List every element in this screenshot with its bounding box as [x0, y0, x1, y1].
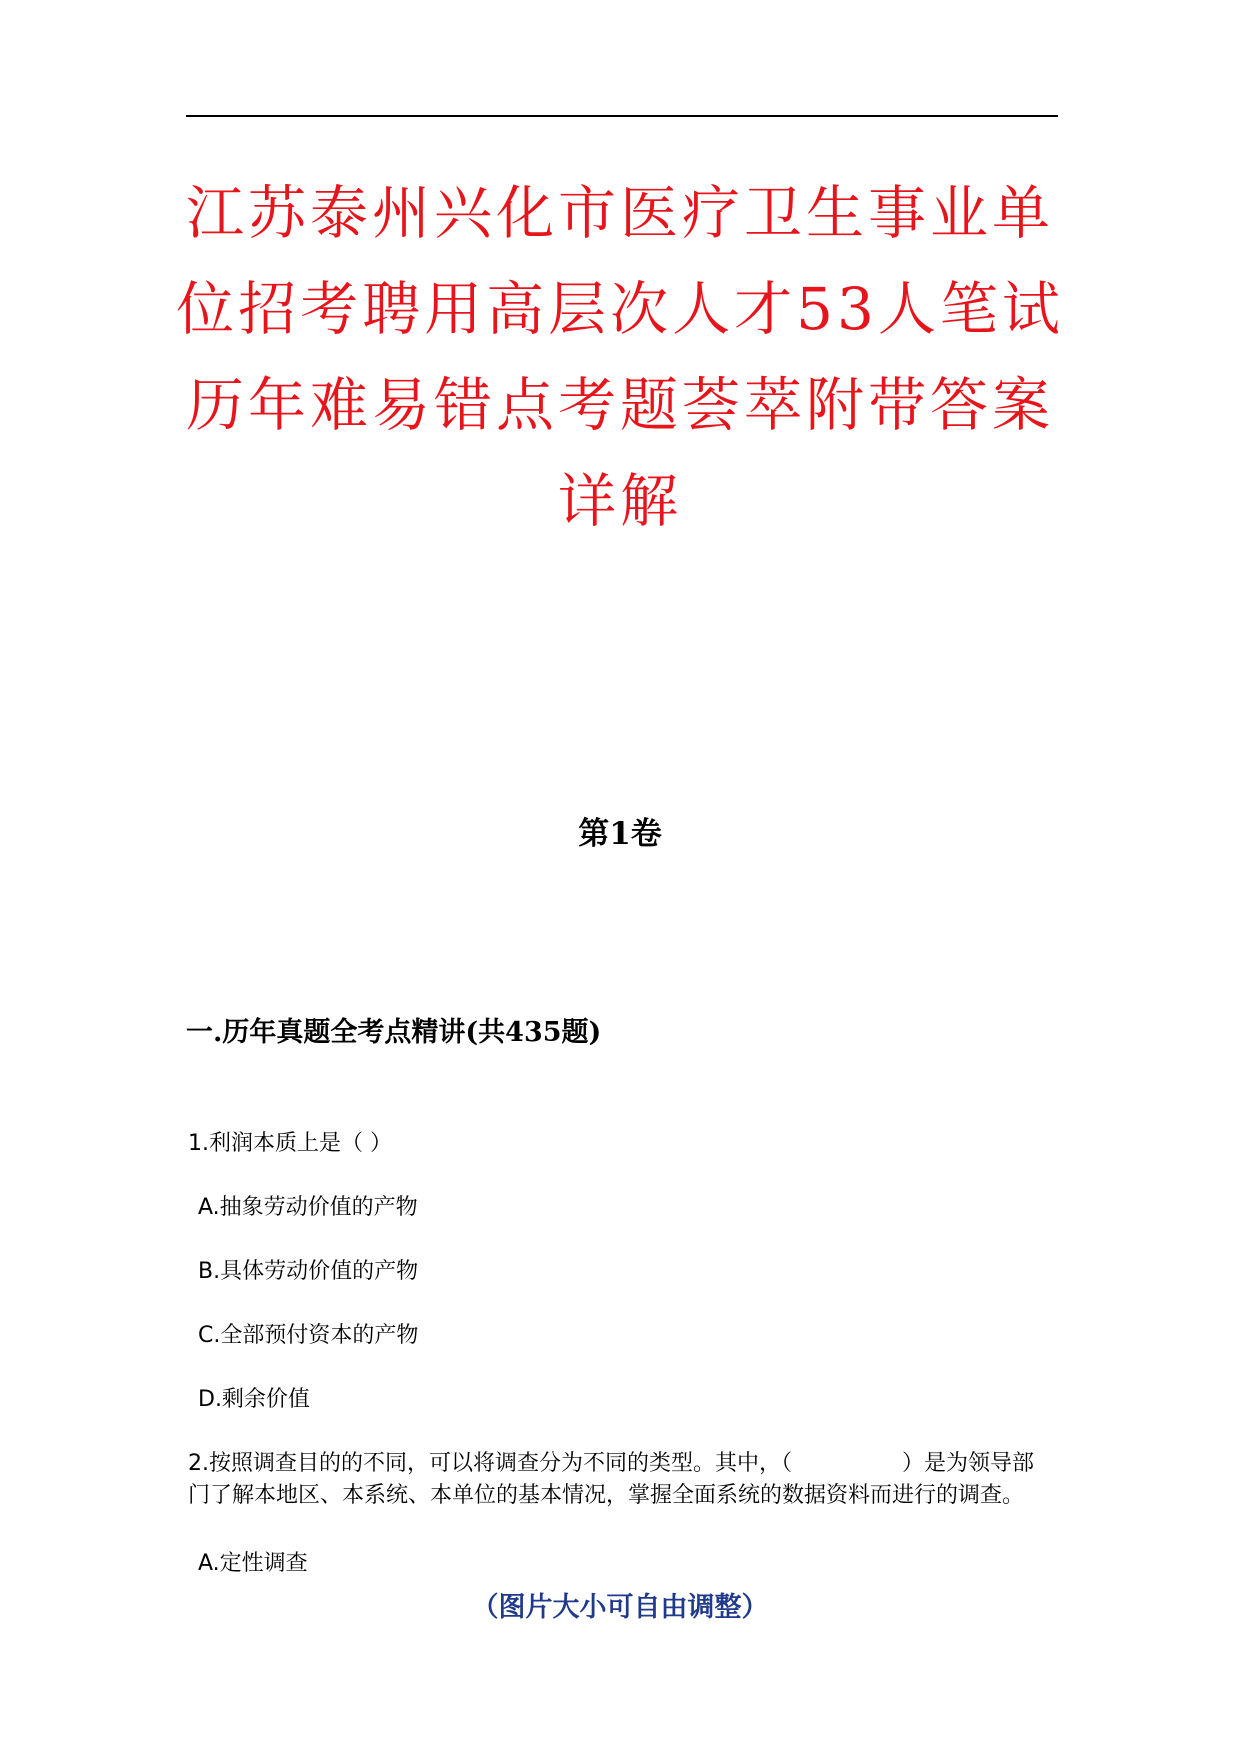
document-title — [150, 165, 1090, 549]
title-line-3: 历年难易错点考题荟萃附带答案 — [185, 371, 1054, 439]
header-rule — [186, 115, 1058, 117]
title-line-2: 位招考聘用高层次人才53人笔试 — [176, 275, 1064, 343]
question-2-stem-before: 2.按照调查目的的不同，可以将调查分为不同的类型。其中，（ — [188, 1451, 792, 1476]
section-heading: 一.历年真题全考点精讲(共435题) — [186, 1017, 602, 1048]
title-line-4: 详解 — [557, 467, 682, 535]
volume-label: 第1卷 — [578, 816, 662, 852]
question-1-option-b: B.具体劳动价值的产物 — [198, 1259, 419, 1284]
question-1-option-d: D.剩余价值 — [198, 1387, 310, 1412]
question-2-stem — [188, 1448, 1048, 1512]
question-1-option-c: C.全部预付资本的产物 — [198, 1323, 419, 1348]
question-1-stem: 1.利润本质上是（ ） — [188, 1131, 392, 1156]
question-2-option-a: A.定性调查 — [198, 1551, 308, 1576]
question-1-option-a: A.抽象劳动价值的产物 — [198, 1195, 418, 1220]
title-line-1: 江苏泰州兴化市医疗卫生事业单 — [185, 179, 1054, 247]
question-2-stem-after: ）是为领导部门了解本地区、本系统、本单位的基本情况，掌握全面系统的数据资料而进行的调查。 — [188, 1451, 1035, 1508]
image-caption: （图片大小可自由调整） — [471, 1592, 769, 1623]
